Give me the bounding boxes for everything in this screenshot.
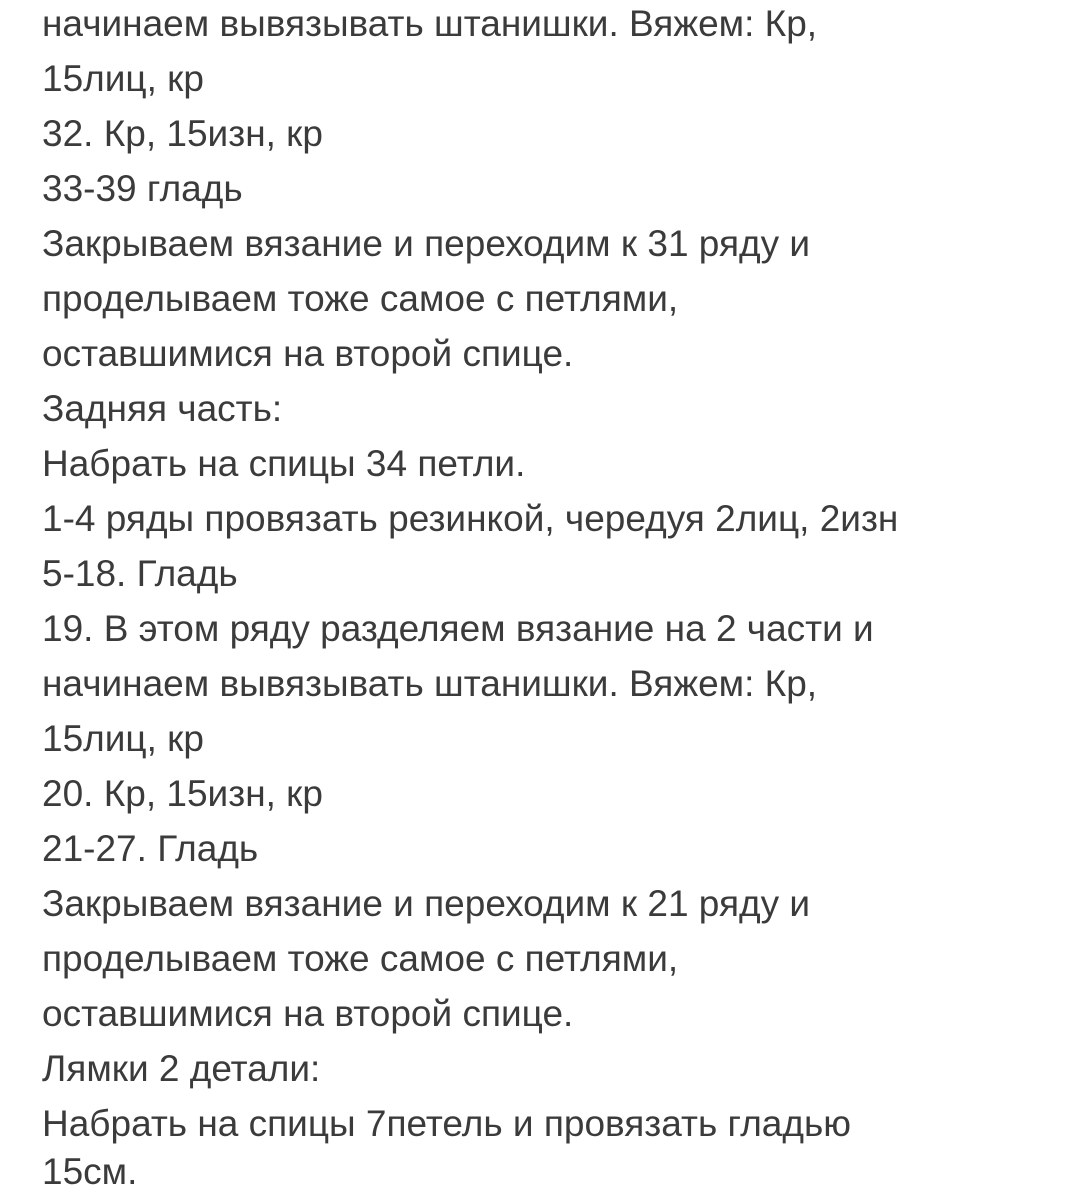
document-page [42,0,1062,1198]
text-line: 1-4 ряды провязать резинкой, чередуя 2лиц, 2изн [42,498,899,539]
section-heading: Задняя часть: [42,388,283,429]
text-line: оставшимися на второй спице. [42,993,574,1034]
text-line: Набрать на спицы 34 петли. [42,443,526,484]
text-line: 21-27. Гладь [42,828,259,869]
text-line: 33-39 гладь [42,168,243,209]
text-line: 15см. [42,1151,138,1192]
section-heading: Лямки 2 детали: [42,1048,321,1089]
text-line: 5-18. Гладь [42,553,238,594]
text-line: начинаем вывязывать штанишки. Вяжем: Кр, [42,663,818,704]
text-line: оставшимися на второй спице. [42,333,574,374]
text-line: 20. Кр, 15изн, кр [42,773,323,814]
text-line: 15лиц, кр [42,718,204,759]
text-line: Набрать на спицы 7петель и провязать гладью [42,1103,851,1144]
text-line: Закрываем вязание и переходим к 31 ряду и [42,223,811,264]
text-line: начинаем вывязывать штанишки. Вяжем: Кр, [42,3,818,44]
text-line: проделываем тоже самое с петлями, [42,278,679,319]
text-line: проделываем тоже самое с петлями, [42,938,679,979]
text-line: Закрываем вязание и переходим к 21 ряду и [42,883,811,924]
text-line: 32. Кр, 15изн, кр [42,113,323,154]
text-line: 15лиц, кр [42,58,204,99]
text-line: 19. В этом ряду разделяем вязание на 2 части и [42,608,874,649]
